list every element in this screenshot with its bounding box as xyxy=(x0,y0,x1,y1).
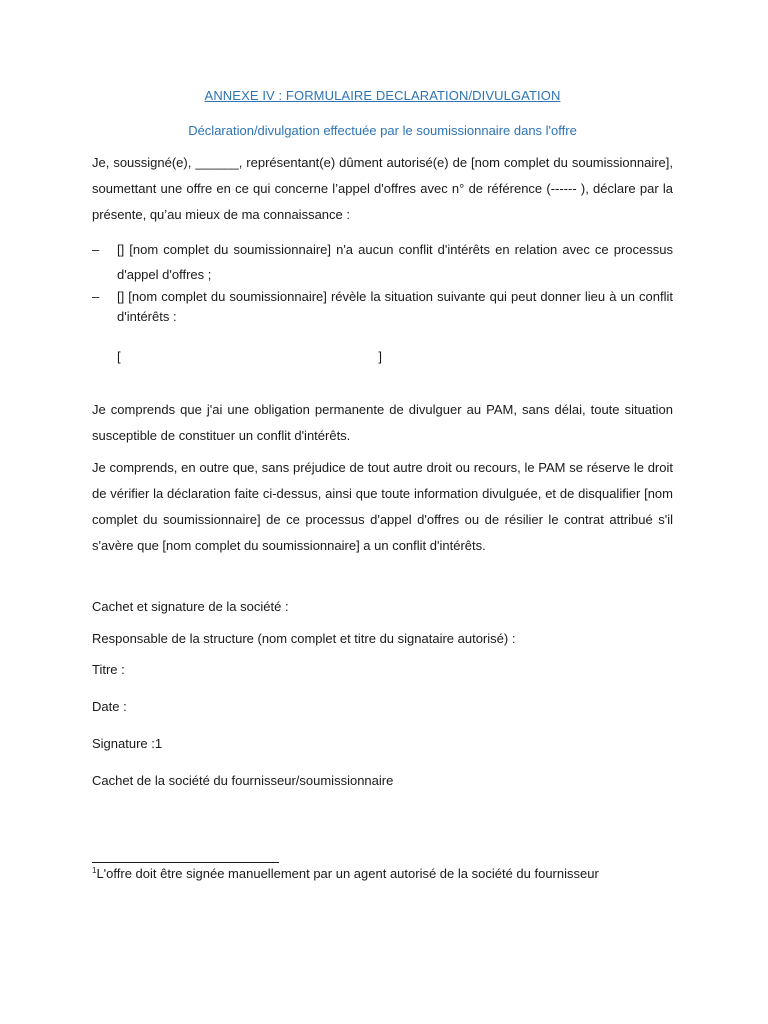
bullet-dash: – xyxy=(92,289,100,304)
intro-paragraph: Je, soussigné(e), ______, représentant(e) dûment autorisé(e) de [nom complet du soumissionnaire], soumettant une offre en ce qui concerne l’appel d'offres avec n° de référence (------ ), déclare par la présente, qu’au mieux de ma connaissance : xyxy=(92,155,673,222)
bullet-item-conflict xyxy=(92,287,673,327)
footnote xyxy=(92,866,692,881)
responsable-label: Responsable de la structure (nom complet et titre du signataire autorisé) : xyxy=(92,631,516,646)
document-page xyxy=(92,0,673,1024)
cachet-signature-label: Cachet et signature de la société : xyxy=(92,599,289,614)
footnote-text: L'offre doit être signée manuellement par un agent autorisé de la société du fournisseur xyxy=(96,866,599,881)
cachet-fournisseur-label: Cachet de la société du fournisseur/soumissionnaire xyxy=(92,773,394,788)
date-label: Date : xyxy=(92,699,127,714)
bracket-open: [ xyxy=(117,349,121,364)
bullet-item-no-conflict xyxy=(92,237,673,287)
signature-label: Signature :1 xyxy=(92,736,163,751)
footnote-separator xyxy=(92,862,279,863)
bullet-text: [] [nom complet du soumissionnaire] révèle la situation suivante qui peut donner lieu à un conflit d'intérêts : xyxy=(117,289,673,324)
annex-title: ANNEXE IV : FORMULAIRE DECLARATION/DIVULGATION xyxy=(204,88,561,103)
bullet-dash: – xyxy=(92,242,100,257)
reservation-paragraph: Je comprends, en outre que, sans préjudice de tout autre droit ou recours, le PAM se réserve le droit de vérifier la déclaration faite ci-dessus, ainsi que toute information divulguée, et de disqualifier [nom complet du soumissionnaire] de ce processus d'appel d'offres ou de résilier le contrat attribué s'il s'avère que [nom complet du soumissionnaire] a un conflit d'intérêts. xyxy=(92,460,673,553)
annex-subtitle: Déclaration/divulgation effectuée par le soumissionnaire dans l'offre xyxy=(188,123,577,138)
obligation-paragraph: Je comprends que j'ai une obligation permanente de divulguer au PAM, sans délai, toute situation susceptible de constituer un conflit d'intérêts. xyxy=(92,402,673,443)
footnote-marker: 1 xyxy=(92,866,97,875)
bracket-close: ] xyxy=(378,349,382,364)
titre-label: Titre : xyxy=(92,662,125,677)
bullet-text: [] [nom complet du soumissionnaire] n'a aucun conflit d'intérêts en relation avec ce processus d'appel d'offres ; xyxy=(117,242,673,282)
